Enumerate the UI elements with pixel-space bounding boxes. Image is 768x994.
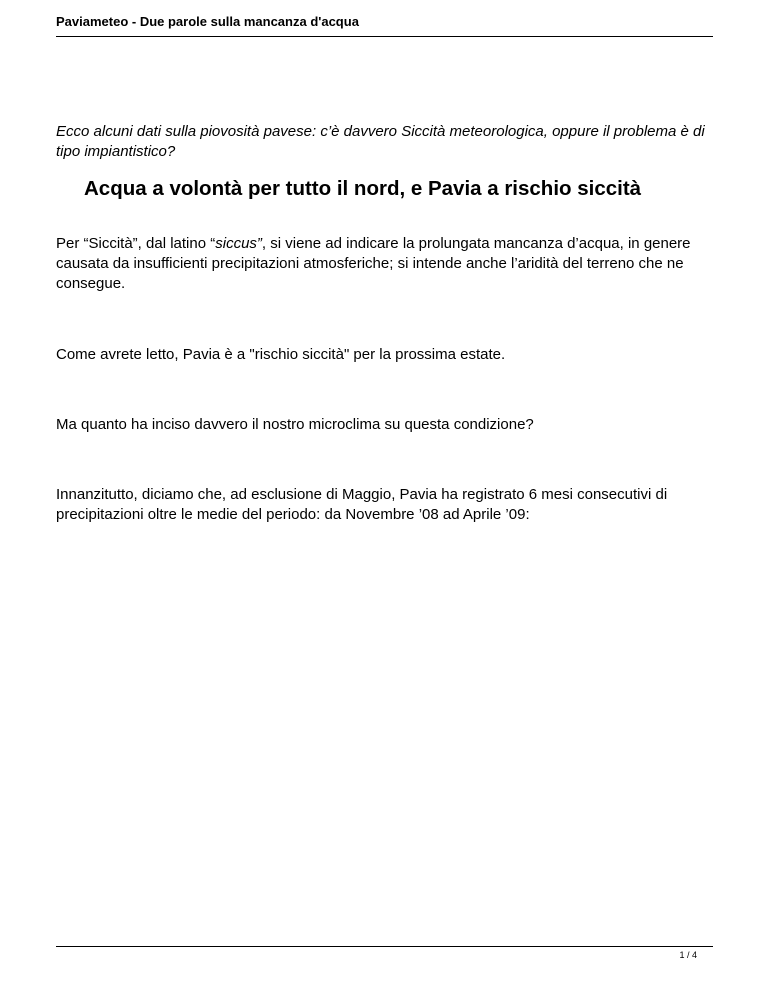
paragraph-definition-end: , si viene ad indicare la prolungata mancanza d’acqua, in genere causata da insufficienti precipitazioni atmosferiche; si intende anche l’aridità del terreno che ne consegue. xyxy=(56,235,691,292)
paragraph-definition-start: Per “Siccità”, dal latino “ xyxy=(56,235,216,252)
paragraph-risk: Come avrete letto, Pavia è a "rischio siccità" per la prossima estate. xyxy=(56,346,506,363)
page-header xyxy=(56,12,713,37)
paragraph-question: Ma quanto ha inciso davvero il nostro microclima su questa condizione? xyxy=(56,416,534,433)
article-heading: Acqua a volontà per tutto il nord, e Pavia a rischio siccità xyxy=(84,177,642,200)
paragraph-precipitation: Innanzitutto, diciamo che, ad esclusione di Maggio, Pavia ha registrato 6 mesi consecutivi di precipitazioni oltre le medie del periodo: da Novembre ’08 ad Aprile ’09: xyxy=(56,486,668,523)
latin-term: siccus” xyxy=(215,235,262,252)
header-title: Paviameteo - Due parole sulla mancanza d'acqua xyxy=(56,14,359,29)
page-number: 1 / 4 xyxy=(679,950,697,960)
paragraph-definition xyxy=(56,234,713,294)
document-body xyxy=(56,122,713,523)
page-footer xyxy=(56,946,713,960)
intro-paragraph: Ecco alcuni dati sulla piovosità pavese: c’è davvero Siccità meteorologica, oppure il problema è di tipo impiantistico? xyxy=(56,123,705,160)
